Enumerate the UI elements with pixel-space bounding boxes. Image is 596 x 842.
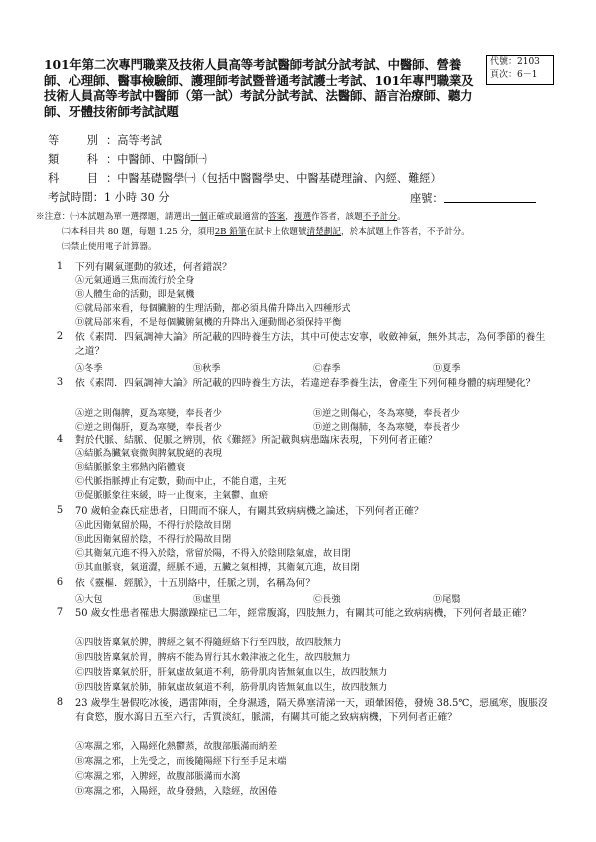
- question-stem: 23 歲學生暑假吃冰後，遇雷陣雨，全身濕透，隔天鼻塞清涕一天，頭暈困倦，發燒 38.5℃，惡風寒，腹脹沒有食慾，腹水瀉日五至六行，舌質淡紅，脈濡，有關其可能之致病病機，下列何者正確？: [75, 698, 548, 723]
- option-d[interactable]: Ⓓ四肢皆稟氣於肺，肺氣虛故氣道不利，筋骨肌肉皆無氣血以生，故四肢無力: [75, 682, 388, 693]
- question-stem: 50 歲女性患者罹患大腸激躁症已二年，經常腹瀉，四肢無力，有關其可能之致病病機，下列何者最正確？: [75, 608, 532, 619]
- subject-value: ：中醫師、中醫師㈠: [106, 153, 207, 166]
- option-a[interactable]: Ⓐ結脈為臟氣衰微與脾氣脫絕的表現: [75, 448, 222, 459]
- seat-row: [410, 191, 536, 206]
- option-b[interactable]: Ⓑ此因衛氣留於陰，不得行於陽故目閉: [75, 534, 232, 545]
- option-a[interactable]: Ⓐ冬季: [75, 363, 103, 374]
- option-b[interactable]: Ⓑ虛里: [193, 594, 221, 605]
- option-b[interactable]: Ⓑ結脈脈象主邪熱內陷體衰: [75, 462, 186, 473]
- option-c[interactable]: Ⓒ逆之則傷肝，夏為寒變，奉長者少: [75, 422, 222, 433]
- time-value: ：1 小時 30 分: [92, 191, 170, 204]
- question-stem: 依《素問．四氣調神大論》所記載的四時養生方法，其中可使志安寧，收斂神氣，無外其志，為何季節的養生之道？: [75, 332, 546, 357]
- question-stem: 依《素問．四氣調神大論》所記載的四時養生方法，若違逆春季養生法，會產生下列何種身體的病理變化？: [75, 378, 536, 389]
- option-c[interactable]: Ⓒ春季: [313, 363, 341, 374]
- options-row: [0, 405, 596, 419]
- option-b[interactable]: Ⓑ秋季: [193, 363, 221, 374]
- exam-code: 代號：2103: [490, 57, 540, 67]
- page-number: 頁次：6－1: [490, 70, 538, 80]
- option-c[interactable]: Ⓒ四肢皆稟氣於肝，肝氣虛故氣道不利，筋骨肌肉皆無氣血以生，故四肢無力: [75, 667, 388, 678]
- note-3: ㈢禁止使用電子計算器。: [62, 242, 157, 252]
- option-c[interactable]: Ⓒ長強: [313, 594, 341, 605]
- option-b[interactable]: Ⓑ四肢皆稟氣於胃，脾病不能為胃行其水穀津液之化生，故四肢無力: [75, 652, 351, 663]
- question-stem: 對於代脈、結脈、促脈之辨別，依《難經》所記載與病患臨床表現，下列何者正確？: [75, 435, 438, 446]
- option-d[interactable]: Ⓓ就局部來看，不是每個臟腑氣機的升降出入運動間必須保持平衡: [75, 317, 342, 328]
- option-a[interactable]: Ⓐ此因衛氣留於陽，不得行於陰故目閉: [75, 520, 232, 531]
- option-a[interactable]: Ⓐ四肢皆稟氣於脾，脾經之氣不得隨經絡下行至四肢，故四肢無力: [75, 637, 342, 648]
- option-a[interactable]: Ⓐ元氣通過三焦而流行於全身: [75, 275, 195, 286]
- note-1: ※注意：㈠本試題為單一選擇題，請選出一個正確或最適當的答案，複選作答者，該題不予計分。: [36, 212, 406, 222]
- option-c[interactable]: Ⓒ寒濕之邪，入脾經，故腹部脹滿而水瀉: [75, 771, 241, 782]
- course-value: ：中醫基礎醫學㈠（包括中醫醫學史、中醫基礎理論、內經、難經）: [106, 172, 442, 185]
- question-stem: 依《靈樞．經脈》，十五別絡中，任脈之別，名稱為何？: [75, 578, 316, 589]
- time-row: [48, 191, 170, 205]
- option-c[interactable]: Ⓒ代脈指脈搏止有定數，動而中止，不能自還，主死: [75, 476, 287, 487]
- time-label: 考試時間: [48, 191, 93, 204]
- seat-label: 座號：: [410, 192, 444, 205]
- option-d[interactable]: Ⓓ尾翳: [433, 594, 461, 605]
- option-d[interactable]: Ⓓ寒濕之邪，入陽經，故身發熱，入陰經，故困倦: [75, 786, 278, 797]
- exam-title: 101年第二次專門職業及技術人員高等考試醫師考試分試考試、中醫師、營養師、心理師、醫事檢驗師、護理師考試暨普通考試護士考試、101年專門職業及技術人員高等考試中醫師（第一試）考試分試考試、法醫師、語言治療師、聽力師、牙體技術師考試試題: [44, 57, 474, 120]
- option-a[interactable]: Ⓐ大包: [75, 594, 103, 605]
- option-d[interactable]: Ⓓ逆之則傷肺，冬為寒變，奉長者少: [313, 422, 460, 433]
- category-row: 等 別 ：高等考試: [48, 134, 162, 147]
- exam-page: 101年第二次專門職業及技術人員高等考試醫師考試分試考試、中醫師、營養師、心理師、醫事檢驗師、護理師考試暨普通考試護士考試、101年專門職業及技術人員高等考試中醫師（第一試）考試分試考試、法醫師、語言治療師、聽力師、牙體技術師考試試題 代號：2103 頁次：6－1 等 別 ：高等考試 類 科 ：中醫師、中醫師㈠ 科 目 ：中醫基礎醫學㈠（包括中醫醫學史、中醫基礎理論、內經、難經） 考試時間：1 小時 30 分 座號： ※注意：㈠本試題為單一選擇題，請選出一個正確或最適當的答案，複選作答者，該題不予計分。 ㈡本科目共 80 題，每題 1.25 分，須用2B 鉛筆在試卡上依題號清楚劃記，於本試題上作答者，不予計分。 ㈢禁止使用電子計算器。 1 下列有關氣運動的敘述，何者錯誤？ Ⓐ元氣通過三焦而流行於全身 Ⓑ人體生命的活動，即是氣機 Ⓒ就局部來看，每個臟腑的生理活動，都必須具備升降出入四種形式 Ⓓ就局部來看，不是每個臟腑氣機的升降出入運動間必須保持平衡 2 依《素問．四氣調神大論》所記載的四時養生方法，其中可使志安寧，收斂神氣，無外其志，為何季節的養生之道？ Ⓐ冬季 Ⓑ秋季 Ⓒ春季 Ⓓ夏季 3 依《素問．四氣調神大論》所記載的四時養生方法，若違逆春季養生法，會產生下列何種身體的病理變化？ Ⓐ逆之則傷脾，夏為寒變，奉長者少 Ⓑ逆之則傷心，冬為寒變，奉長者少 Ⓒ逆之則傷肝，夏為寒變，奉長者少 Ⓓ逆之則傷肺，冬為寒變，奉長者少 4 對於代脈、結脈、促脈之辨別，依《難經》所記載與病患臨床表現，下列何者正確？ Ⓐ結脈為臟氣衰微與脾氣脫絕的表現 Ⓑ結脈脈象主邪熱內陷體衰 Ⓒ代脈指脈搏止有定數，動而中止，不能自還，主死 Ⓓ促脈脈象往來緩，時一止復來，主氣鬱、血瘀 5 70 歲帕金森氏症患者，日間而不寐人，有關其致病病機之論述，下列何者正確？ Ⓐ此因衛氣留於陽，不得行於陰故目閉 Ⓑ此因衛氣留於陰，不得行於陽故目閉 Ⓒ其衛氣亢進不得入於陰，常留於陽，不得入於陰則陰氣虛，故目閉 Ⓓ其血脈衰，氣道澀，經脈不通，五臟之氣相搏，其衛氣亢進，故目閉 6 依《靈樞．經脈》，十五別絡中，任脈之別，名稱為何？ Ⓐ大包 Ⓑ虛里 Ⓒ長強 Ⓓ尾翳 7 50 歲女性患者罹患大腸激躁症已二年，經常腹瀉，四肢無力，有關其可能之致病病機，下列何者最正確？ Ⓐ四肢皆稟氣於脾，脾經之氣不得隨經絡下行至四肢，故四肢無力 Ⓑ四肢皆稟氣於胃，脾病不能為胃行其水穀津液之化生，故四肢無力 Ⓒ四肢皆稟氣於肝，肝氣虛故氣道不利，筋骨肌肉皆無氣血以生，故四肢無力 Ⓓ四肢皆稟氣於肺，肺氣虛故氣道不利，筋骨肌肉皆無氣血以生，故四肢無力 8 23 歲學生暑假吃冰後，遇雷陣雨，全身濕透，隔天鼻塞清涕一天，頭暈困倦，發燒 38.5℃，惡風寒，腹脹沒有食慾，腹水瀉日五至六行，舌質淡紅，脈濡，有關其可能之致病病機，下列何者正確？ Ⓐ寒濕之邪，入陽經化熱鬱蒸，故腹部脹滿而納差 Ⓑ寒濕之邪，上先受之，而後隨陽經下行至手足末端 Ⓒ寒濕之邪，入脾經，故腹部脹滿而水瀉 Ⓓ寒濕之邪，入陽經，故身發熱，入陰經，故困倦: [0, 0, 596, 842]
- options-row: [0, 419, 596, 433]
- option-c[interactable]: Ⓒ其衛氣亢進不得入於陰，常留於陽，不得入於陰則陰氣虛，故目閉: [75, 548, 351, 559]
- category-value: ：高等考試: [106, 134, 162, 147]
- option-c[interactable]: Ⓒ就局部來看，每個臟腑的生理活動，都必須具備升降出入四種形式: [75, 303, 351, 314]
- code-box: [486, 55, 554, 85]
- option-b[interactable]: Ⓑ寒濕之邪，上先受之，而後隨陽經下行至手足末端: [75, 756, 287, 767]
- option-d[interactable]: Ⓓ其血脈衰，氣道澀，經脈不通，五臟之氣相搏，其衛氣亢進，故目閉: [75, 562, 360, 573]
- option-d[interactable]: Ⓓ促脈脈象往來緩，時一止復來，主氣鬱、血瘀: [75, 490, 268, 501]
- question-stem: 70 歲帕金森氏症患者，日間而不寐人，有關其致病病機之論述，下列何者正確？: [75, 506, 424, 517]
- options-row: [0, 591, 596, 605]
- option-b[interactable]: Ⓑ人體生命的活動，即是氣機: [75, 289, 195, 300]
- option-d[interactable]: Ⓓ夏季: [433, 363, 461, 374]
- option-a[interactable]: Ⓐ寒濕之邪，入陽經化熱鬱蒸，故腹部脹滿而納差: [75, 741, 278, 752]
- option-b[interactable]: Ⓑ逆之則傷心，冬為寒變，奉長者少: [313, 408, 460, 419]
- option-a[interactable]: Ⓐ逆之則傷脾，夏為寒變，奉長者少: [75, 408, 222, 419]
- options-row: [0, 360, 596, 374]
- note-2: ㈡本科目共 80 題，每題 1.25 分，須用2B 鉛筆在試卡上依題號清楚劃記，於本試題上作答者，不予計分。: [62, 227, 470, 237]
- subject-row: 類 科 ：中醫師、中醫師㈠: [48, 153, 207, 166]
- question-stem: 下列有關氣運動的敘述，何者錯誤？: [75, 262, 232, 273]
- seat-field[interactable]: [444, 191, 536, 203]
- course-row: 科 目 ：中醫基礎醫學㈠（包括中醫醫學史、中醫基礎理論、內經、難經）: [48, 172, 442, 185]
